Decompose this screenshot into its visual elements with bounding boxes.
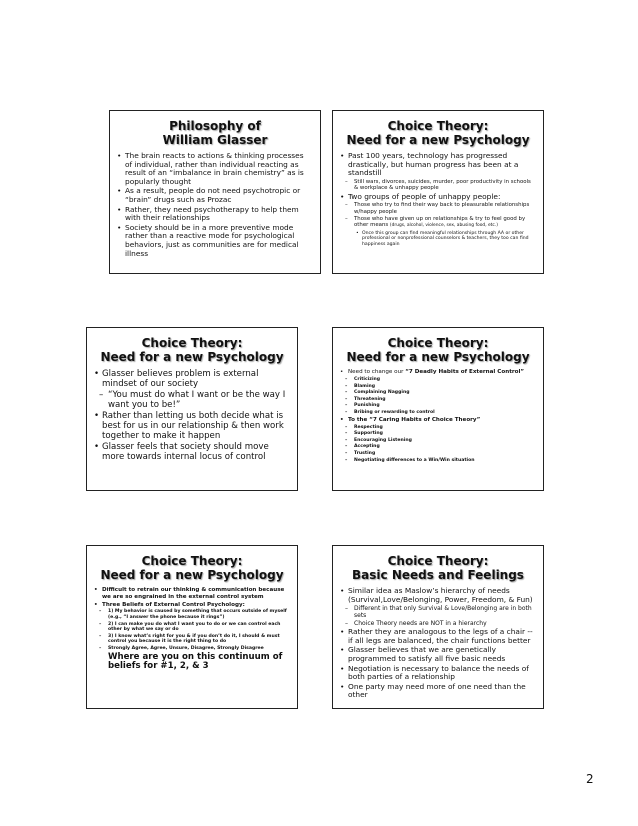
sub-bullet: – Supporting (340, 431, 536, 437)
sub-bullet: – 2) I can make you do what I want you to do or we can control each other by what we say or do (94, 622, 290, 633)
bullet: • One party may need more of one need than the other (340, 683, 536, 700)
slide-title-line: Basic Needs and Feelings (352, 568, 524, 582)
bullet-list (340, 587, 536, 700)
slide-title-line: Need for a new Psychology (100, 350, 284, 364)
sub-bullet: – Blaming (340, 384, 536, 390)
slide-title-line: William Glasser (162, 133, 268, 147)
bullet: • Rather, they need psychotherapy to help them with their relationships (117, 206, 313, 223)
bullet: • Difficult to retrain our thinking & communication because we are so engrained in the external control system (94, 587, 290, 601)
sub-bullet: – Trusting (340, 451, 536, 457)
bullet-list (340, 152, 536, 248)
slide-title-line: Need for a new Psychology (346, 350, 530, 364)
bullet-list (94, 587, 290, 652)
slide-title-line: Choice Theory: (387, 119, 489, 133)
sub-bullet: – Negotiating differences to a Win/Win situation (340, 458, 536, 464)
slide-title (340, 119, 536, 147)
bullet-text: Need to change our (348, 369, 406, 375)
bullet: • The brain reacts to actions & thinking processes of individual, rather than individual reacting as result of an “imbalance in brain chemistry” as is popularly thought (117, 152, 313, 186)
bullet-list (117, 152, 313, 258)
sub-bullet-small-text: (drugs, alcohol, violence, sex, abusing food, etc.) (389, 223, 498, 229)
slide-title (340, 554, 536, 582)
bullet: • Rather than letting us both decide what is best for us in our relationship & then work together to make it happen (94, 411, 290, 441)
continuum-question: Where are you on this continuum of beliefs for #1, 2, & 3 (108, 651, 283, 672)
sub-bullet: – Different in that only Survival & Love/Belonging are in both sets (340, 605, 536, 619)
bullet: • Three Beliefs of External Control Psychology: (94, 602, 290, 609)
bullet-list (94, 369, 290, 462)
bullet: • Glasser believes that we are genetically programmed to satisfy all five basic needs (340, 646, 536, 663)
sub-bullet: – 1) My behavior is caused by something that occurs outside of myself (e.g., “I answer the phone because it rings”) (94, 609, 290, 620)
slide-5 (86, 545, 298, 709)
bullet-list (340, 369, 536, 463)
bullet-emphasis: “7 Deadly Habits of External Control” (405, 369, 525, 375)
slide-2 (332, 110, 544, 274)
bullet: • Negotiation is necessary to balance the needs of both parties of a relationship (340, 665, 536, 682)
bullet: • Rather they are analogous to the legs of a chair -- if all legs are balanced, the chair functions better (340, 628, 536, 645)
sub-bullet: – Threatening (340, 397, 536, 403)
bullet: • Society should be in a more preventive mode rather than a reactive mode for psychological behaviors, just as communities are for medical illness (117, 224, 313, 258)
sub-bullet: – Respecting (340, 425, 536, 431)
sub-bullet: – Criticizing (340, 377, 536, 383)
slide-3 (86, 327, 298, 491)
bullet: • Past 100 years, technology has progressed drastically, but human progress has been at a standstill (340, 152, 536, 178)
sub-bullet: – Choice Theory needs are NOT in a hierarchy (340, 620, 536, 627)
sub-bullet: – Encouraging Listening (340, 438, 536, 444)
sub-sub-bullet: • Once this group can find meaningful relationships through AA or other professional or nonprofessional counselors & teachers, they too can find happiness again (340, 231, 536, 248)
slide-title-line: Choice Theory: (141, 554, 243, 568)
slide-title-line: Choice Theory: (387, 336, 489, 350)
bullet (340, 417, 536, 424)
sub-bullet: – 3) I know what’s right for you & if you don’t do it, I should & must control you because it is the right thing to do (94, 634, 290, 645)
page-number: 2 (586, 772, 594, 786)
sub-bullet: – Accepting (340, 444, 536, 450)
sub-bullet: – Bribing or rewarding to control (340, 410, 536, 416)
sub-bullet: – Punishing (340, 403, 536, 409)
sub-bullet (340, 216, 536, 230)
bullet: • As a result, people do not need psychotropic or “brain” drugs such as Prozac (117, 187, 313, 204)
slide-title-line: Need for a new Psychology (346, 133, 530, 147)
bullet (340, 369, 536, 376)
slide-title (94, 554, 290, 582)
slide-6 (332, 545, 544, 709)
slide-title (117, 119, 313, 147)
slide-title (340, 336, 536, 364)
sub-bullet: – “You must do what I want or be the way I want you to be!” (94, 390, 290, 410)
bullet: • Similar idea as Maslow’s hierarchy of needs (Survival,Love/Belonging, Power, Freedom, & Fun) (340, 587, 536, 604)
sub-bullet: – Those who try to find their way back to pleasurable relationships w/happy people (340, 202, 536, 215)
slide-title-line: Choice Theory: (387, 554, 489, 568)
bullet: • Two groups of people of unhappy people: (340, 193, 536, 202)
sub-bullet: – Complaining Nagging (340, 390, 536, 396)
sub-bullet: – Strongly Agree, Agree, Unsure, Disagree, Strongly Disagree (94, 646, 290, 652)
slide-1 (109, 110, 321, 274)
slide-title-line: Need for a new Psychology (100, 568, 284, 582)
slide-4 (332, 327, 544, 491)
bullet-text: To the (348, 416, 370, 423)
slide-title-line: Philosophy of (169, 119, 261, 133)
bullet: • Glasser feels that society should move more towards internal locus of control (94, 442, 290, 462)
sub-bullet: – Still wars, divorces, suicides, murder, poor productivity in schools & workplace & unhappy people (340, 179, 536, 192)
bullet-emphasis: “7 Caring Habits of Choice Theory” (369, 416, 481, 423)
sub-bullet-text: Those who have given up on relationships & try to feel good by other means (354, 216, 526, 229)
slide-title (94, 336, 290, 364)
slide-title-line: Choice Theory: (141, 336, 243, 350)
bullet: • Glasser believes problem is external mindset of our society (94, 369, 290, 389)
